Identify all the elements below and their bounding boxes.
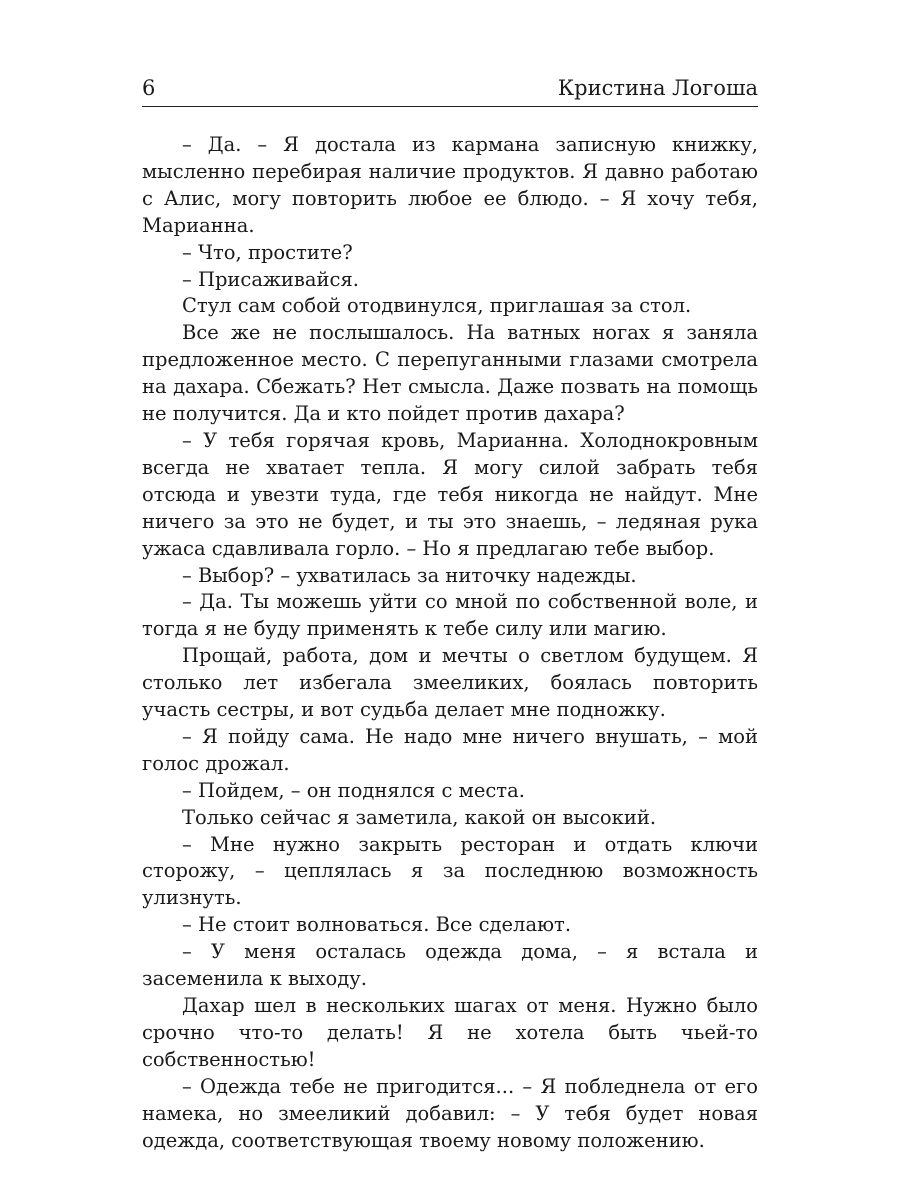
paragraph: – Пойдем, – он поднялся с места.	[182, 778, 525, 802]
paragraph: Только сейчас я заметила, какой он высокий.	[182, 805, 657, 829]
paragraph: – Одежда тебе не пригодится... – Я побледнела от его намека, но змееликий добавил: – У тебя будет новая одежда, соответствующая твоему новому положению.	[142, 1074, 758, 1152]
paragraph: Стул сам собой отодвинулся, приглашая за стол.	[182, 294, 692, 318]
paragraph: Дахар шел в нескольких шагах от меня. Нужно было срочно что-то делать! Я не хотела быть чьей-то собственностью!	[142, 994, 758, 1071]
text-body	[142, 132, 758, 1154]
paragraph: Все же не послышалось. На ватных ногах я заняла предложенное место. С перепуганными глазами смотрела на дахара. Сбежать? Нет смысла. Даже позвать на помощь не получится. Да и кто пойдет против дахара?	[142, 321, 758, 426]
paragraph: – Не стоит волноваться. Все сделают.	[182, 913, 572, 937]
paragraph: – У тебя горячая кровь, Марианна. Холоднокровным всегда не хватает тепла. Я могу силой забрать тебя отсюда и увезти туда, где тебя никогда не найдут. Мне ничего за это не будет, и ты это знаешь, – ледяная рука ужаса сдавливала горло. – Но я предлагаю тебе выбор.	[142, 428, 758, 560]
page-header	[142, 74, 758, 107]
paragraph: – Что, простите?	[182, 240, 353, 264]
paragraph: – Да. – Я достала из кармана записную книжку, мысленно перебирая наличие продуктов. Я давно работаю с Алис, могу повторить любое ее блюдо. – Я хочу тебя, Марианна.	[142, 133, 758, 237]
running-head-author: Кристина Логоша	[557, 76, 758, 100]
page-number: 6	[142, 76, 156, 100]
paragraph: – Мне нужно закрыть ресторан и отдать ключи сторожу, – цеплялась я за последнюю возможность улизнуть.	[142, 832, 758, 910]
paragraph: – Я пойду сама. Не надо мне ничего внушать, – мой голос дрожал.	[142, 724, 758, 775]
paragraph: – Присаживайся.	[182, 267, 359, 291]
paragraph: – Выбор? – ухватилась за ниточку надежды.	[182, 563, 637, 587]
paragraph: Прощай, работа, дом и мечты о светлом будущем. Я столько лет избегала змееликих, боялась повторить участь сестры, и вот судьба делает мне подножку.	[142, 644, 758, 722]
paragraph: – Да. Ты можешь уйти со мной по собственной воле, и тогда я не буду применять к тебе силу или магию.	[142, 590, 758, 641]
paragraph: – У меня осталась одежда дома, – я встала и засеменила к выходу.	[142, 940, 758, 991]
